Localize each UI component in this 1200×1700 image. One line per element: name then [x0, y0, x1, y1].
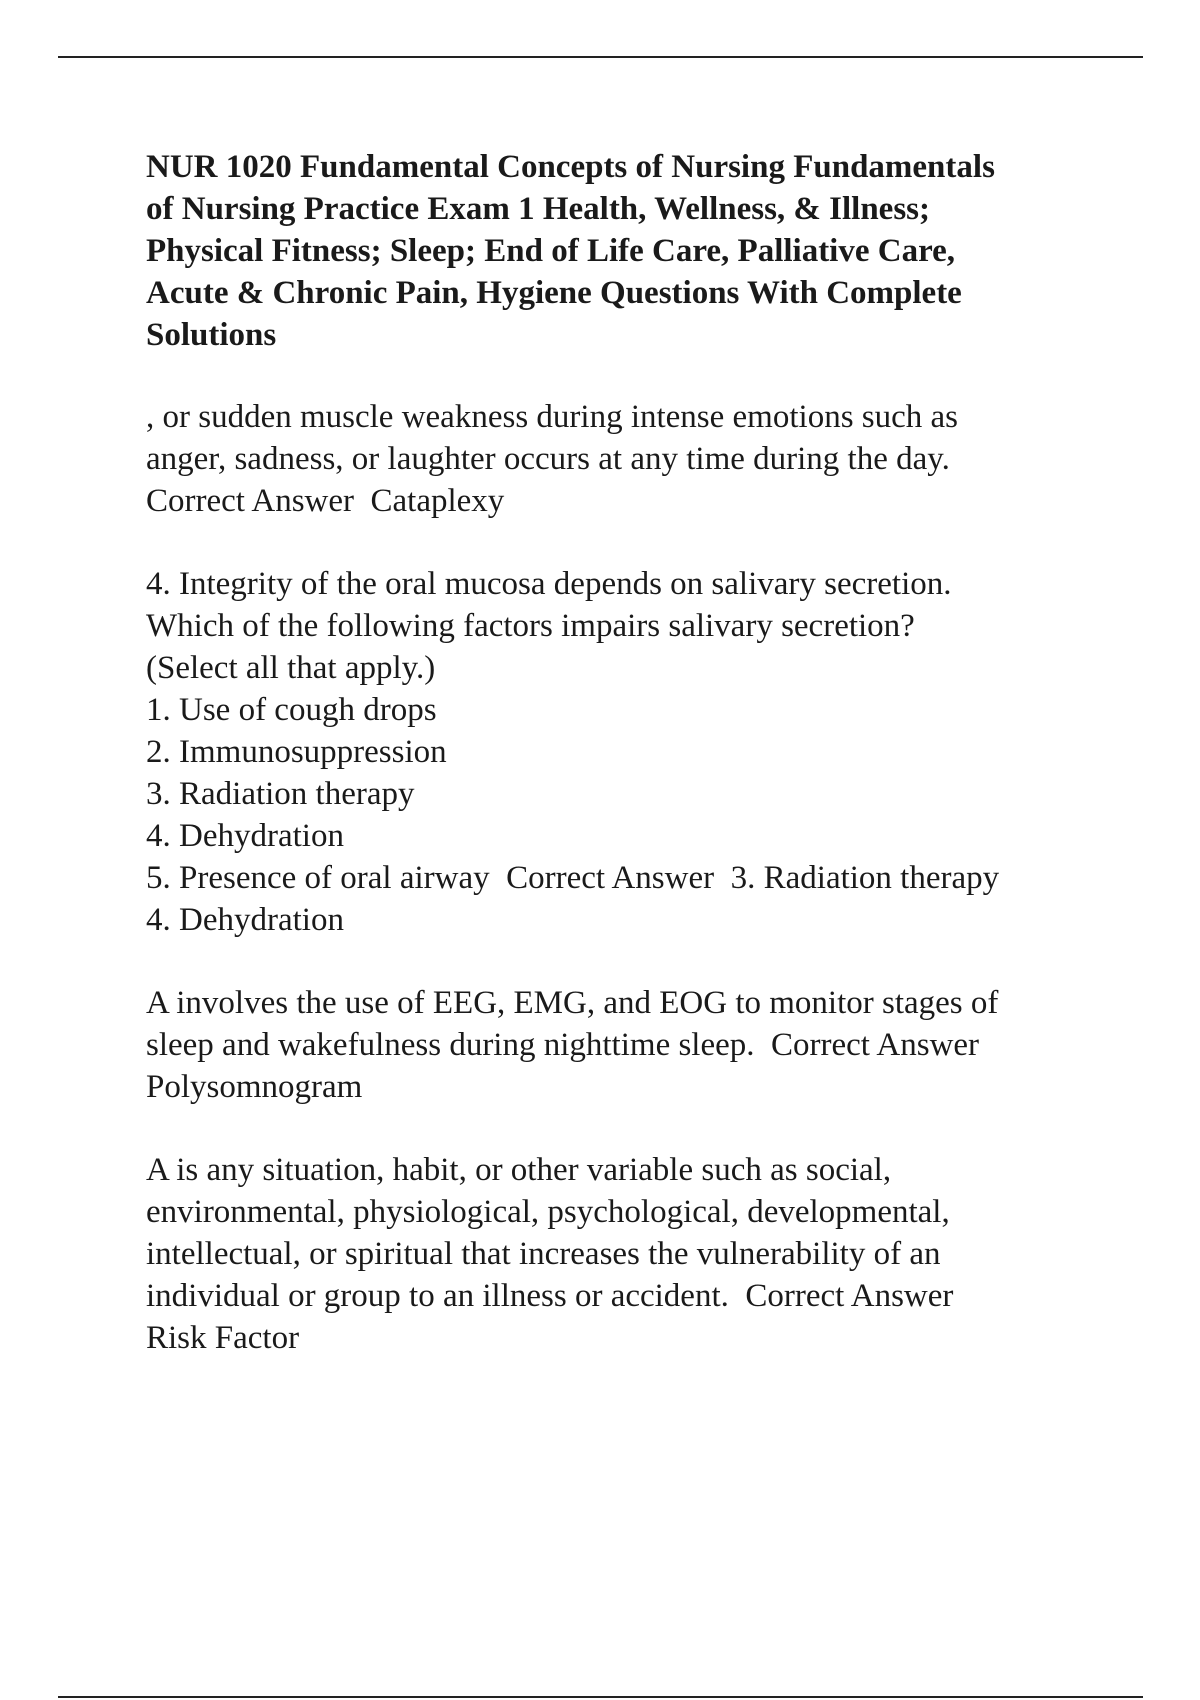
answer-line: Polysomnogram: [146, 1069, 363, 1105]
question-line: anger, sadness, or laughter occurs at any time during the day.: [146, 441, 950, 477]
answer-line: Correct Answer Cataplexy: [146, 483, 505, 519]
question-line: A involves the use of EEG, EMG, and EOG to monitor stages of: [146, 985, 999, 1021]
question-line: individual or group to an illness or accident. Correct Answer: [146, 1278, 954, 1314]
question-line: 4. Integrity of the oral mucosa depends on salivary secretion.: [146, 566, 952, 602]
title-line: Solutions: [146, 317, 277, 353]
footer-rule: [58, 1696, 1143, 1698]
question-line: sleep and wakefulness during nighttime sleep. Correct Answer: [146, 1027, 980, 1063]
option-line: 3. Radiation therapy: [146, 776, 415, 812]
question-risk-factor: [146, 1149, 1146, 1359]
option-line: 1. Use of cough drops: [146, 692, 437, 728]
question-salivary-secretion: [146, 563, 1146, 941]
header-rule: [58, 56, 1143, 58]
question-line: Which of the following factors impairs salivary secretion?: [146, 608, 915, 644]
question-cataplexy: [146, 396, 1146, 522]
document-body: [146, 146, 1146, 1400]
title-line: NUR 1020 Fundamental Concepts of Nursing Fundamentals: [146, 149, 995, 185]
option-line: 4. Dehydration: [146, 818, 344, 854]
question-line: environmental, physiological, psychological, developmental,: [146, 1194, 950, 1230]
answer-line: Risk Factor: [146, 1320, 300, 1356]
question-line: (Select all that apply.): [146, 650, 436, 686]
title-line: Physical Fitness; Sleep; End of Life Care, Palliative Care,: [146, 233, 956, 269]
question-line: intellectual, or spiritual that increases the vulnerability of an: [146, 1236, 941, 1272]
question-line: A is any situation, habit, or other variable such as social,: [146, 1152, 892, 1188]
title-line: of Nursing Practice Exam 1 Health, Wellness, & Illness;: [146, 191, 931, 227]
option-line: 5. Presence of oral airway Correct Answer 3. Radiation therapy: [146, 860, 1000, 896]
question-polysomnogram: [146, 982, 1146, 1108]
option-line: 2. Immunosuppression: [146, 734, 447, 770]
title-line: Acute & Chronic Pain, Hygiene Questions With Complete: [146, 275, 962, 311]
question-line: , or sudden muscle weakness during intense emotions such as: [146, 399, 959, 435]
answer-line: 4. Dehydration: [146, 902, 344, 938]
document-title: [146, 146, 1146, 356]
